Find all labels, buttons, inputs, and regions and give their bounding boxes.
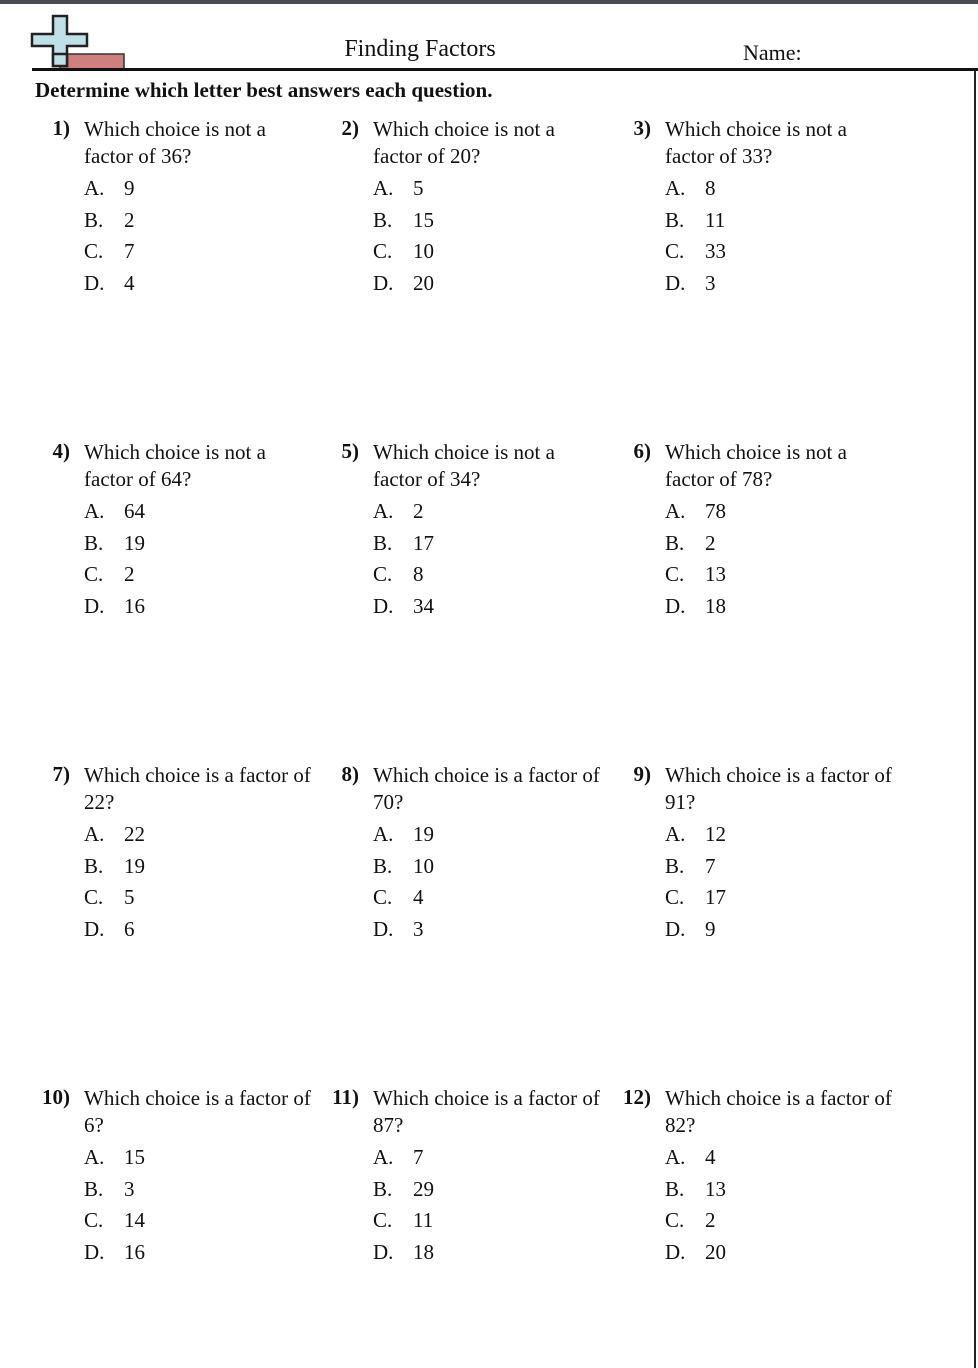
answer-choice (84, 914, 284, 946)
question-text: Which choice is not a factor of 34? (373, 440, 555, 491)
question-text: Which choice is a factor of 91? (665, 763, 892, 814)
answer-choice (665, 528, 865, 560)
choice-letter: B. (665, 853, 685, 878)
choice-value: 9 (124, 176, 135, 200)
choice-letter: B. (665, 207, 685, 232)
answer-choice (665, 819, 865, 851)
choice-value: 2 (413, 499, 424, 523)
answer-choice (84, 268, 284, 300)
question-text: Which choice is not a factor of 33? (665, 117, 847, 168)
choice-letter: C. (84, 1208, 104, 1233)
answer-choice (665, 236, 865, 268)
answer-choice (665, 496, 865, 528)
choice-value: 7 (124, 239, 135, 264)
choice-list (373, 173, 573, 300)
choice-value: 17 (413, 530, 434, 555)
question-text: Which choice is not a factor of 36? (84, 117, 266, 168)
choice-value: 9 (705, 917, 716, 942)
choice-value: 19 (124, 530, 145, 555)
choice-value: 8 (413, 562, 424, 587)
choice-value: 13 (705, 562, 726, 587)
choice-letter: D. (665, 917, 686, 942)
choice-list (373, 496, 573, 623)
question-text: Which choice is not a factor of 78? (665, 440, 847, 491)
choice-value: 2 (124, 207, 135, 232)
choice-value: 16 (124, 594, 145, 619)
choice-value: 11 (413, 1208, 434, 1233)
choice-letter: A. (373, 1145, 394, 1169)
choice-value: 18 (413, 1240, 434, 1265)
answer-choice (665, 591, 865, 623)
question-number: 8) (341, 762, 359, 786)
answer-choice (373, 173, 573, 205)
choice-letter: D. (84, 1240, 105, 1265)
answer-choice (665, 882, 865, 914)
answer-choice (373, 559, 573, 591)
choice-value: 7 (705, 853, 716, 878)
choice-list (84, 173, 284, 300)
choice-letter: A. (373, 499, 394, 523)
choice-letter: D. (84, 271, 105, 296)
answer-choice (84, 851, 284, 883)
plus-sign-logo-icon (28, 14, 128, 72)
choice-value: 20 (705, 1240, 726, 1265)
answer-choice (373, 528, 573, 560)
answer-choice (373, 914, 573, 946)
choice-letter: B. (373, 1176, 393, 1201)
choice-value: 5 (124, 885, 135, 910)
choice-letter: B. (373, 530, 393, 555)
choice-letter: C. (665, 885, 685, 910)
instructions: Determine which letter best answers each question. (35, 78, 493, 102)
choice-letter: C. (373, 885, 393, 910)
choice-letter: A. (665, 1145, 686, 1169)
header-divider (32, 68, 978, 71)
question-number: 7) (52, 762, 70, 786)
question-text: Which choice is a factor of 6? (84, 1086, 311, 1137)
choice-value: 29 (413, 1176, 434, 1201)
answer-choice (373, 268, 573, 300)
choice-list (84, 1142, 284, 1269)
choice-value: 22 (124, 822, 145, 846)
answer-choice (373, 819, 573, 851)
page-title: Finding Factors (344, 36, 496, 62)
choice-letter: C. (84, 239, 104, 264)
choice-value: 5 (413, 176, 424, 200)
question-number: 4) (52, 439, 70, 463)
question-text: Which choice is a factor of 22? (84, 763, 311, 814)
choice-letter: C. (665, 1208, 685, 1233)
answer-choice (84, 236, 284, 268)
choice-value: 78 (705, 499, 726, 523)
choice-list (373, 1142, 573, 1269)
choice-value: 12 (705, 822, 726, 846)
choice-value: 13 (705, 1176, 726, 1201)
choice-letter: A. (665, 499, 686, 523)
choice-letter: C. (84, 885, 104, 910)
choice-letter: A. (84, 1145, 105, 1169)
choice-value: 34 (413, 594, 434, 619)
answer-choice (665, 1142, 865, 1174)
answer-choice (373, 205, 573, 237)
choice-value: 2 (124, 562, 135, 587)
answer-choice (665, 1237, 865, 1269)
choice-letter: D. (84, 917, 105, 942)
choice-value: 4 (413, 885, 424, 910)
choice-value: 3 (413, 917, 424, 942)
choice-value: 20 (413, 271, 434, 296)
choice-letter: B. (373, 207, 393, 232)
choice-value: 17 (705, 885, 726, 910)
choice-letter: D. (373, 271, 394, 296)
choice-letter: A. (665, 176, 686, 200)
choice-letter: B. (665, 530, 685, 555)
choice-letter: D. (665, 594, 686, 619)
choice-letter: C. (373, 1208, 393, 1233)
choice-letter: B. (84, 207, 104, 232)
choice-value: 11 (705, 207, 726, 232)
answer-choice (84, 591, 284, 623)
answer-choice (665, 914, 865, 946)
answer-choice (84, 205, 284, 237)
answer-choice (84, 1237, 284, 1269)
choice-list (84, 496, 284, 623)
choice-list (373, 819, 573, 946)
choice-letter: D. (665, 271, 686, 296)
answer-choice (373, 1237, 573, 1269)
question-text: Which choice is a factor of 82? (665, 1086, 892, 1137)
choice-value: 2 (705, 530, 716, 555)
question-number: 3) (633, 116, 651, 140)
answer-choice (373, 496, 573, 528)
choice-value: 14 (124, 1208, 145, 1233)
question-number: 12) (623, 1085, 651, 1109)
choice-value: 15 (413, 207, 434, 232)
choice-value: 3 (124, 1176, 135, 1201)
answer-choice (84, 496, 284, 528)
answer-choice (373, 1205, 573, 1237)
choice-value: 19 (124, 853, 145, 878)
page-right-border (974, 70, 976, 1368)
answer-choice (665, 851, 865, 883)
choice-value: 7 (413, 1145, 424, 1169)
choice-list (665, 819, 865, 946)
choice-letter: D. (373, 917, 394, 942)
choice-list (665, 173, 865, 300)
choice-letter: A. (665, 822, 686, 846)
choice-value: 15 (124, 1145, 145, 1169)
choice-value: 10 (413, 853, 434, 878)
question-number: 1) (52, 116, 70, 140)
answer-choice (373, 1142, 573, 1174)
answer-choice (373, 1174, 573, 1206)
choice-letter: B. (373, 853, 393, 878)
question-text: Which choice is a factor of 70? (373, 763, 600, 814)
choice-value: 3 (705, 271, 716, 296)
question-number: 5) (341, 439, 359, 463)
choice-letter: C. (665, 562, 685, 587)
choice-letter: D. (373, 594, 394, 619)
question-number: 2) (341, 116, 359, 140)
answer-choice (84, 1142, 284, 1174)
choice-letter: D. (665, 1240, 686, 1265)
choice-letter: A. (373, 176, 394, 200)
answer-choice (373, 851, 573, 883)
choice-letter: C. (84, 562, 104, 587)
choice-letter: B. (84, 853, 104, 878)
answer-choice (665, 1205, 865, 1237)
choice-letter: B. (84, 530, 104, 555)
choice-letter: D. (84, 594, 105, 619)
choice-value: 19 (413, 822, 434, 846)
choice-letter: A. (373, 822, 394, 846)
choice-letter: A. (84, 176, 105, 200)
question-number: 11) (332, 1085, 359, 1109)
answer-choice (84, 1174, 284, 1206)
answer-choice (665, 1174, 865, 1206)
choice-letter: C. (373, 239, 393, 264)
choice-value: 64 (124, 499, 145, 523)
choice-list (665, 496, 865, 623)
answer-choice (84, 173, 284, 205)
choice-value: 2 (705, 1208, 716, 1233)
question-text: Which choice is not a factor of 64? (84, 440, 266, 491)
answer-choice (373, 236, 573, 268)
answer-choice (373, 882, 573, 914)
answer-choice (84, 1205, 284, 1237)
choice-letter: C. (373, 562, 393, 587)
answer-choice (665, 268, 865, 300)
answer-choice (84, 528, 284, 560)
question-number: 10) (42, 1085, 70, 1109)
choice-value: 4 (124, 271, 135, 296)
choice-letter: D. (373, 1240, 394, 1265)
answer-choice (84, 819, 284, 851)
choice-value: 8 (705, 176, 716, 200)
choice-letter: A. (84, 499, 105, 523)
answer-choice (665, 173, 865, 205)
window-top-strip (0, 0, 978, 4)
choice-value: 6 (124, 917, 135, 942)
answer-choice (665, 559, 865, 591)
name-label: Name: (743, 40, 802, 65)
choice-value: 16 (124, 1240, 145, 1265)
answer-choice (373, 591, 573, 623)
question-text: Which choice is not a factor of 20? (373, 117, 555, 168)
question-text: Which choice is a factor of 87? (373, 1086, 600, 1137)
choice-value: 4 (705, 1145, 716, 1169)
choice-value: 10 (413, 239, 434, 264)
choice-value: 33 (705, 239, 726, 264)
question-number: 9) (633, 762, 651, 786)
choice-list (84, 819, 284, 946)
answer-choice (84, 559, 284, 591)
choice-letter: B. (665, 1176, 685, 1201)
choice-letter: B. (84, 1176, 104, 1201)
choice-list (665, 1142, 865, 1269)
answer-choice (665, 205, 865, 237)
choice-letter: C. (665, 239, 685, 264)
answer-choice (84, 882, 284, 914)
question-number: 6) (633, 439, 651, 463)
choice-letter: A. (84, 822, 105, 846)
choice-value: 18 (705, 594, 726, 619)
